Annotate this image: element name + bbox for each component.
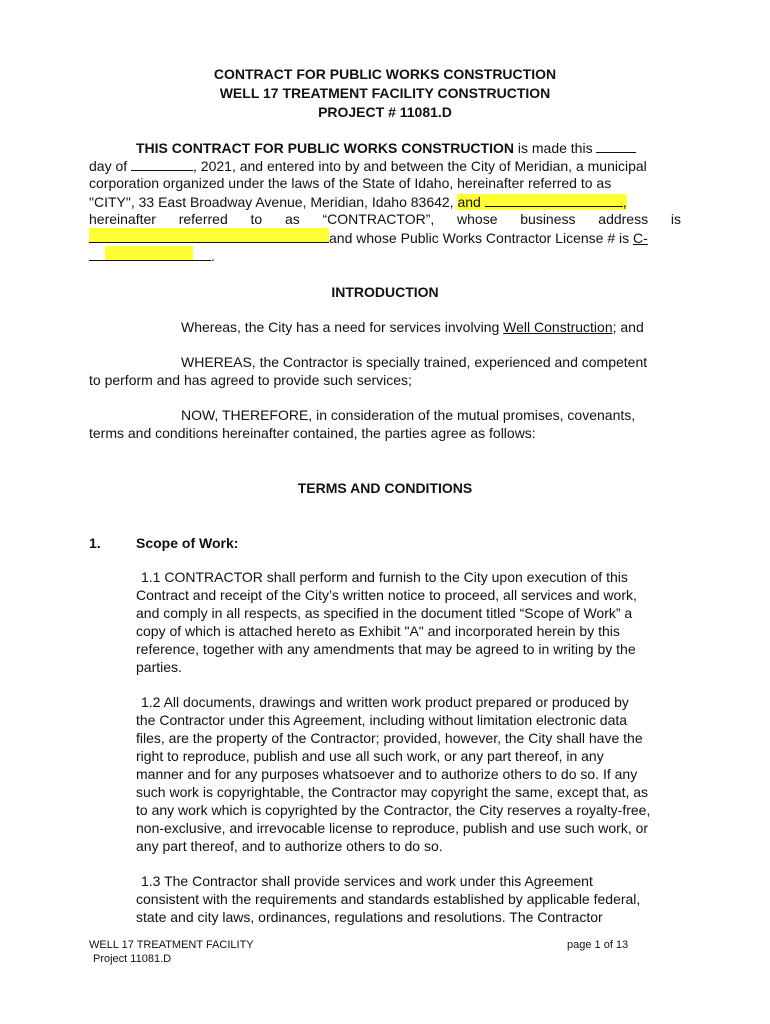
preamble-line-3: corporation organized under the laws of the State of Idaho, hereinafter referred to as [89, 175, 612, 191]
section-1-number: 1. [89, 535, 101, 551]
word: “CONTRACTOR”, [322, 211, 435, 227]
month-blank [131, 156, 193, 171]
license-blank-tail [193, 246, 211, 261]
preamble-line-1 [136, 138, 636, 157]
contractor-name-blank [485, 192, 623, 207]
word: is [670, 211, 681, 227]
footer-title: WELL 17 TREATMENT FACILITY [89, 939, 254, 951]
title-line-3: PROJECT # 11081.D [318, 104, 452, 120]
clause-line: any part thereof, and to authorize others to do so. [136, 838, 443, 854]
well-construction-underline: Well Construction [503, 319, 613, 335]
word: as [284, 211, 300, 227]
preamble-line-2 [89, 156, 647, 175]
clause-line: consistent with the requirements and standards established by applicable federal, [136, 891, 641, 907]
word: address [598, 211, 649, 227]
title-line-1: CONTRACT FOR PUBLIC WORKS CONSTRUCTION [213, 66, 557, 82]
word: to [250, 211, 263, 227]
clause-line: the Contractor under this Agreement, including without limitation electronic data [136, 712, 628, 728]
word: referred [178, 211, 228, 227]
word: whose [457, 211, 498, 227]
intro-paragraph-3-line-2: terms and conditions hereinafter contained, the parties agree as follows: [89, 425, 536, 441]
license-prefix: C- [633, 230, 648, 246]
footer-project: Project 11081.D [93, 953, 172, 965]
intro-paragraph-2-line-1: WHEREAS, the Contractor is specially trained, experienced and competent [181, 354, 648, 370]
day-blank [596, 138, 636, 153]
footer-page-number: page 1 of 13 [567, 939, 629, 951]
terms-heading: TERMS AND CONDITIONS [297, 480, 473, 496]
preamble-bold-title: THIS CONTRACT FOR PUBLIC WORKS CONSTRUCTION [136, 140, 514, 156]
license-blank-lead [89, 246, 105, 261]
intro-p1-text: Whereas, the City has a need for services involving [181, 319, 504, 335]
clause-line: 1.1 CONTRACTOR shall perform and furnish to the City upon execution of this [141, 569, 628, 585]
intro-p1-end: ; and [612, 319, 644, 335]
clause-line: copy of which is attached hereto as Exhibit "A" and incorporated herein by this [136, 623, 620, 639]
introduction-heading: INTRODUCTION [331, 284, 439, 300]
word: business [520, 211, 576, 227]
preamble-made-this: is made this [513, 140, 593, 156]
preamble-city-address: "CITY", 33 East Broadway Avenue, Meridian, Idaho 83642, [89, 194, 454, 210]
title-line-2: WELL 17 TREATMENT FACILITY CONSTRUCTION [219, 85, 551, 101]
clause-line: files, are the property of the Contractor; provided, however, the City shall have the [136, 730, 643, 746]
preamble-line-6 [89, 228, 648, 247]
license-number-blank [105, 246, 193, 261]
clause-line: such work is copyrightable, the Contractor may copyright the same, except that, as [136, 784, 649, 800]
clause-line: reference, together with any amendments that may be agreed to in writing by the [136, 641, 636, 657]
clause-line: to any work which is copyrighted by the Contractor, the City reserves a royalty-free, [136, 802, 651, 818]
intro-paragraph-3-line-1: NOW, THEREFORE, in consideration of the mutual promises, covenants, [181, 407, 636, 423]
section-1-title: Scope of Work: [136, 535, 239, 551]
preamble-date-text: , 2021, and entered into by and between the City of Meridian, a municipal [193, 158, 647, 174]
clause-line: non-exclusive, and irrevocable license to reproduce, publish and use such work, or [136, 820, 649, 836]
highlight-and [457, 194, 626, 210]
clause-line: Contract and receipt of the City’s written notice to proceed, all services and work, [136, 587, 637, 603]
preamble-line-5 [89, 210, 681, 228]
clause-line: and comply in all respects, as specified in the document titled “Scope of Work” a [136, 605, 633, 621]
clause-line: 1.3 The Contractor shall provide services and work under this Agreement [141, 873, 593, 889]
preamble-line-7 [89, 246, 215, 265]
clause-line: manner and for any purposes whatsoever and to authorize others to do so. If any [136, 766, 638, 782]
clause-line: state and city laws, ordinances, regulations and resolutions. The Contractor [136, 909, 603, 925]
preamble-line-4 [89, 192, 627, 211]
clause-line: right to reproduce, publish and use all such work, or any part thereof, in any [136, 748, 604, 764]
preamble-and: and [457, 194, 481, 210]
clause-line: 1.2 All documents, drawings and written work product prepared or produced by [141, 694, 629, 710]
clause-line: parties. [136, 659, 182, 675]
word: hereinafter [89, 211, 156, 227]
preamble-day-of: day of [89, 158, 128, 174]
preamble-period: . [211, 248, 215, 264]
intro-paragraph-2-line-2: to perform and has agreed to provide such services; [89, 372, 412, 388]
preamble-license-text: and whose Public Works Contractor License # is [329, 230, 630, 246]
intro-paragraph-1 [181, 318, 644, 336]
contractor-address-blank [89, 228, 329, 243]
preamble-comma: , [622, 194, 627, 210]
